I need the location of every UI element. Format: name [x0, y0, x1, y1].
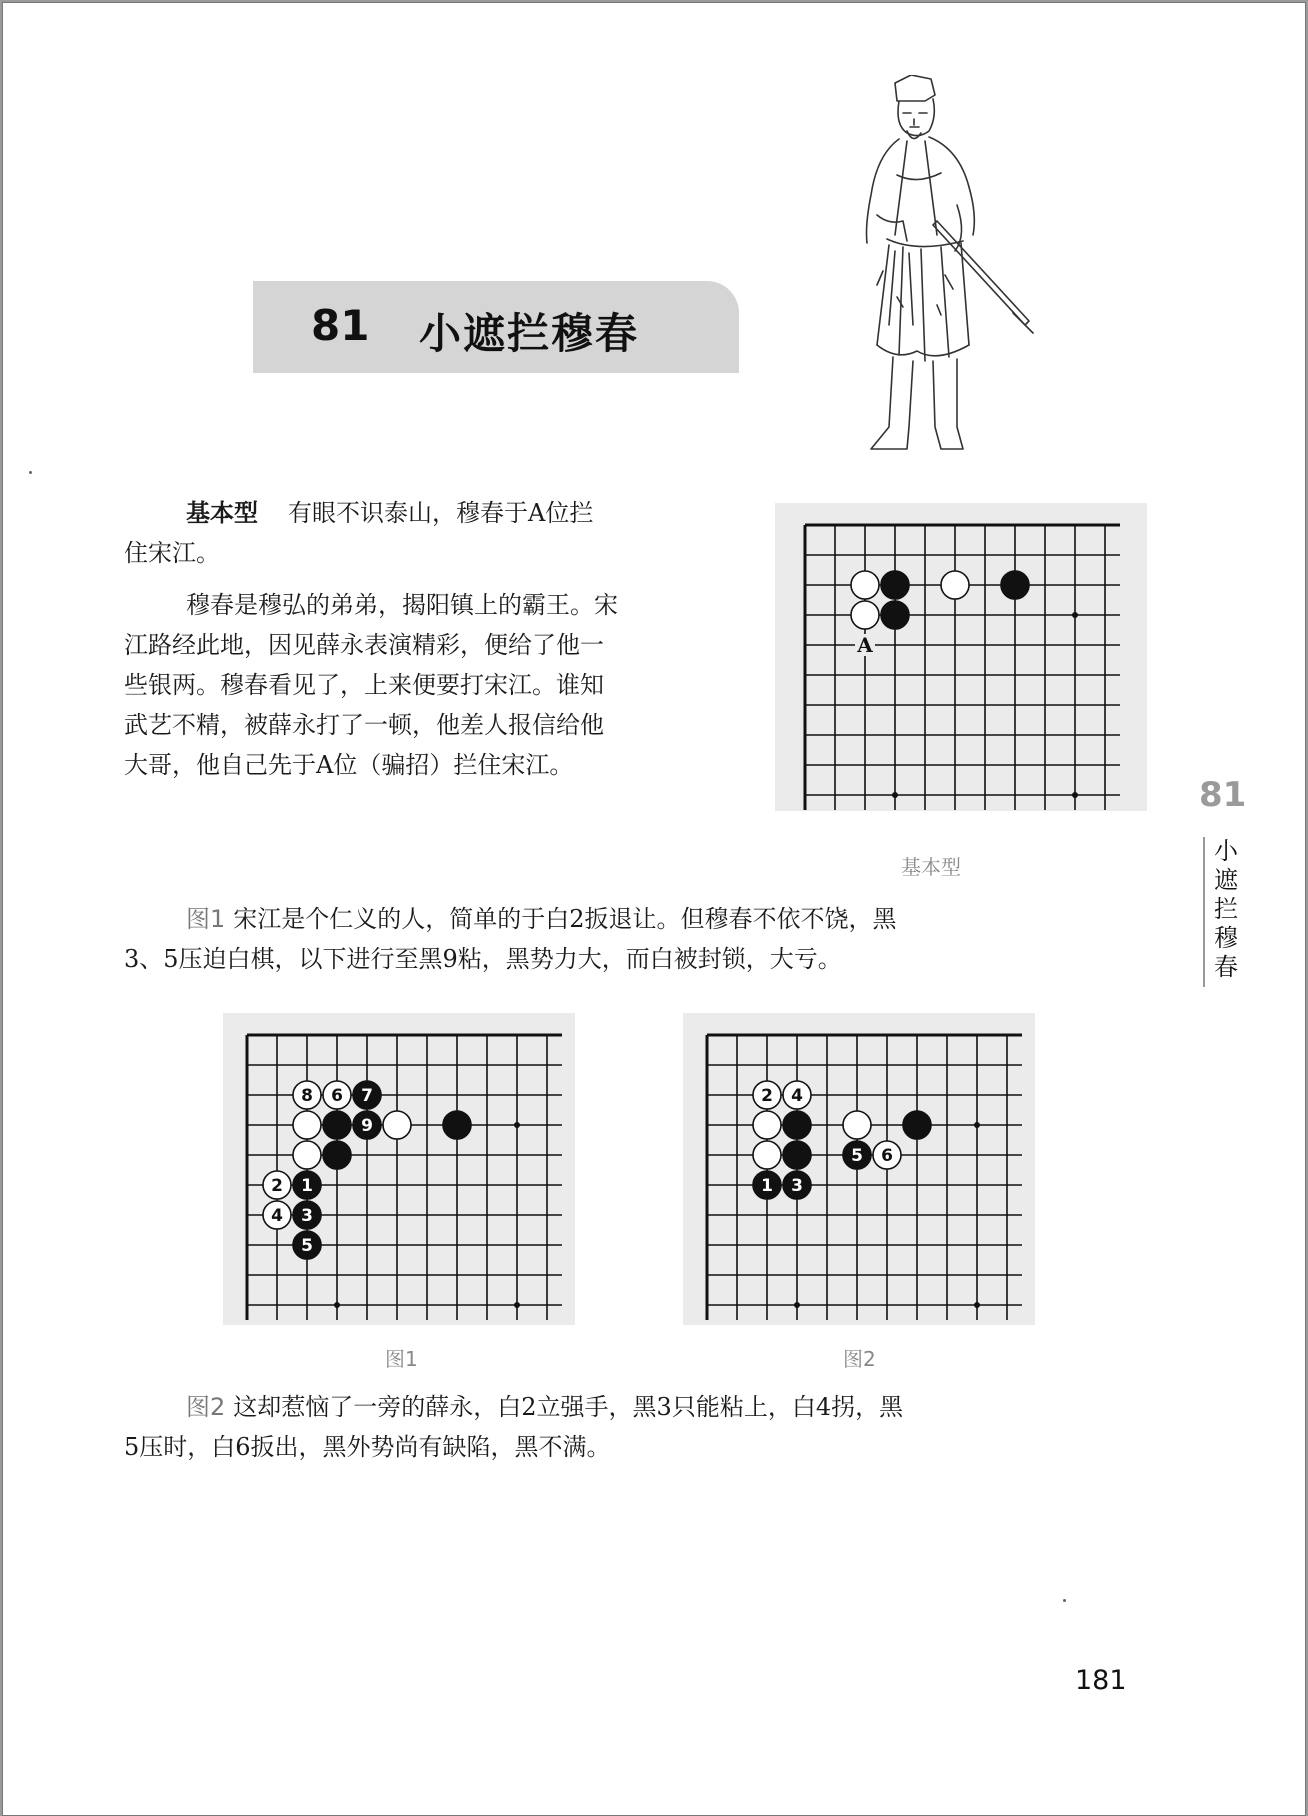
black-stone [783, 1111, 811, 1139]
star-point [892, 792, 898, 798]
page-number: 181 [1075, 1665, 1127, 1696]
star-point [514, 1302, 520, 1308]
basic-p2-line-4: 武艺不精，被薛永打了一顿，他差人报信给他 [124, 711, 604, 739]
move-number: 9 [361, 1116, 373, 1136]
fig2-paragraph [124, 1387, 903, 1467]
fig2-line-2: 5压时，白6扳出，黑外势尚有缺陷，黑不满。 [124, 1433, 611, 1461]
white-stone [753, 1141, 781, 1169]
sidebar-char-4: 穆 [1214, 924, 1238, 952]
star-point [794, 1302, 800, 1308]
warrior-illustration [837, 75, 1037, 467]
move-number: 2 [271, 1176, 283, 1196]
white-stone [941, 571, 969, 599]
white-stone [851, 601, 879, 629]
black-stone [881, 571, 909, 599]
move-number: 3 [301, 1206, 313, 1226]
white-stone [843, 1111, 871, 1139]
star-point [974, 1122, 980, 1128]
basic-p2-line-3: 些银两。穆春看见了，上来便要打宋江。谁知 [124, 671, 604, 699]
fig1-label: 图1 [186, 905, 226, 933]
chapter-title: 小遮拦穆春 [419, 309, 640, 358]
move-number: 4 [791, 1086, 803, 1106]
white-stone [383, 1111, 411, 1139]
move-number: 8 [301, 1086, 313, 1106]
scan-speck [29, 471, 32, 474]
sidebar-char-2: 遮 [1214, 866, 1238, 894]
black-stone [783, 1141, 811, 1169]
fig2-line-1: 这却惹恼了一旁的薛永，白2立强手，黑3只能粘上，白4拐，黑 [233, 1393, 904, 1421]
sidebar-chapter-title [1211, 837, 1241, 982]
black-stone [323, 1141, 351, 1169]
fig2-caption: 图2 [843, 1347, 876, 1371]
board-background [223, 1013, 575, 1325]
chapter-title-banner [253, 281, 739, 373]
black-stone [903, 1111, 931, 1139]
basic-p2-line-5: 大哥，他自己先于A位（骗招）拦住宋江。 [124, 751, 574, 779]
fig1-line-2: 3、5压迫白棋，以下进行至黑9粘，黑势力大，而白被封锁，大亏。 [124, 945, 842, 973]
go-board-fig2 [683, 1013, 1035, 1325]
move-number: 6 [331, 1086, 343, 1106]
move-number: 3 [791, 1176, 803, 1196]
move-number: 5 [301, 1236, 313, 1256]
move-number: 5 [851, 1146, 863, 1166]
sidebar-char-5: 春 [1214, 953, 1238, 981]
go-board-fig1 [223, 1013, 575, 1325]
scan-speck [1063, 1599, 1066, 1602]
basic-p2-line-2: 江路经此地，因见薛永表演精彩，便给了他一 [124, 631, 604, 659]
fig2-label: 图2 [186, 1393, 226, 1421]
white-stone [293, 1111, 321, 1139]
sidebar-char-3: 拦 [1214, 895, 1238, 923]
go-board-basic [775, 503, 1147, 811]
move-number: 6 [881, 1146, 893, 1166]
move-number: 7 [361, 1086, 373, 1106]
sidebar-char-1: 小 [1214, 837, 1238, 865]
sidebar-chapter-number: 81 [1199, 775, 1247, 815]
sidebar-rule [1203, 837, 1205, 987]
fig1-line-1: 宋江是个仁义的人，简单的于白2扳退让。但穆春不依不饶，黑 [233, 905, 897, 933]
white-stone [293, 1141, 321, 1169]
chapter-number: 81 [311, 301, 370, 350]
star-point [1072, 792, 1078, 798]
basic-paragraph-1 [124, 493, 593, 573]
basic-line-2: 住宋江。 [124, 539, 220, 567]
star-point [334, 1302, 340, 1308]
star-point [514, 1122, 520, 1128]
basic-caption: 基本型 [901, 855, 961, 879]
black-stone [881, 601, 909, 629]
black-stone [443, 1111, 471, 1139]
basic-lead: 基本型 [186, 499, 258, 527]
basic-paragraph-2 [124, 585, 618, 785]
move-number: 1 [301, 1176, 313, 1196]
star-point [974, 1302, 980, 1308]
book-page [2, 2, 1306, 1816]
white-stone [753, 1111, 781, 1139]
move-number: 4 [271, 1206, 283, 1226]
basic-p2-line-1: 穆春是穆弘的弟弟，揭阳镇上的霸王。宋 [186, 591, 618, 619]
fig1-paragraph [124, 899, 897, 979]
star-point [1072, 612, 1078, 618]
black-stone [323, 1111, 351, 1139]
move-number: 1 [761, 1176, 773, 1196]
move-number: 2 [761, 1086, 773, 1106]
black-stone [1001, 571, 1029, 599]
basic-line-1: 有眼不识泰山，穆春于A位拦 [288, 499, 594, 527]
fig1-caption: 图1 [385, 1347, 418, 1371]
board-marker-a: A [857, 633, 873, 657]
white-stone [851, 571, 879, 599]
